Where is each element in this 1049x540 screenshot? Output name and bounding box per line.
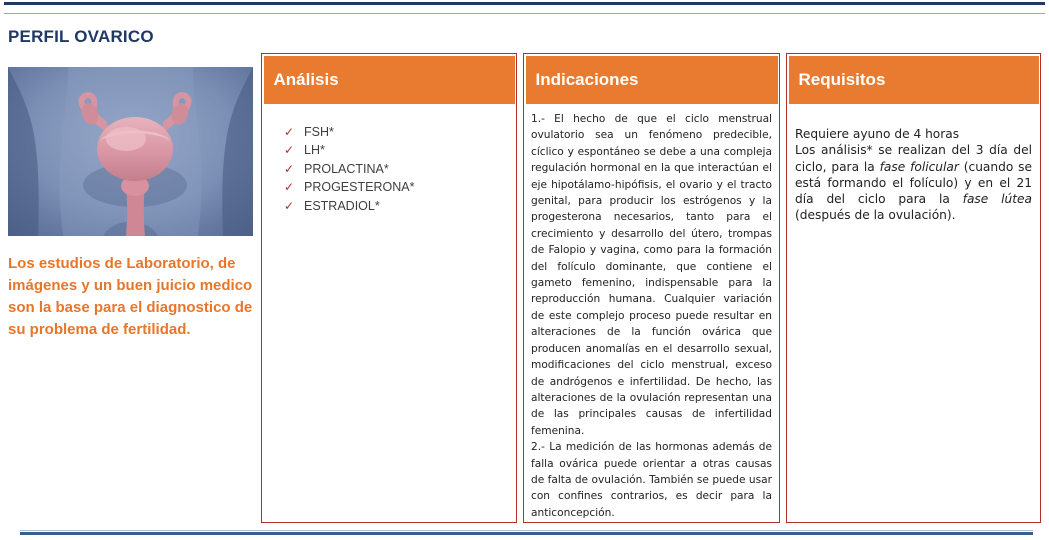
analysis-item: [284, 181, 508, 194]
analysis-item-label: PROGESTERONA*: [304, 180, 415, 194]
female-reproductive-system-illustration: [8, 67, 253, 236]
check-icon: ✓: [284, 180, 295, 194]
analysis-list: [262, 126, 516, 213]
bottom-rule-dark: [20, 532, 1033, 535]
analysis-item-label: FSH*: [304, 124, 334, 139]
analysis-item-label: PROLACTINA*: [304, 161, 389, 176]
analysis-item: [284, 144, 508, 157]
indicaciones-header: [526, 56, 778, 104]
indicaciones-paragraph: 1.- El hecho de que el ciclo menstrual ovulatorio sea un fenómeno predecible, cíclico y espontáneo se debe a una compleja regulación hormonal en la que interactúan el eje hipotálamo-hipófisis, el ovario y el tracto genital, para producir los estrógenos y la progesterona necesarios, tanto para el crecimiento y desarrollo del útero, trompas de Falopio y vagina, como para la formación del folículo dominante, que contiene el gameto femenino, indispensable para la reproducción humana. Cualquier variación de este complejo proceso puede resultar en alteraciones de la función ovárica que producen anomalías en el desarrollo sexual, modificaciones del ciclo menstrual, exceso de andrógenos e infertilidad. De hecho, las alteraciones de la ovulación representan una de las principales causas de infertilidad femenina.: [531, 113, 772, 437]
bottom-rule-light: [20, 530, 1033, 531]
analysis-item: [284, 200, 508, 213]
requisitos-italic-phrase: fase lútea: [962, 192, 1032, 207]
analysis-item-label: ESTRADIOL*: [304, 198, 380, 213]
requisitos-fasting-line: Requiere ayuno de 4 horas: [795, 127, 960, 141]
check-icon: ✓: [284, 124, 295, 139]
check-icon: ✓: [284, 198, 295, 213]
top-rule-thick: [4, 2, 1045, 5]
indicaciones-card: [523, 53, 780, 523]
analisis-card: [261, 53, 517, 523]
anatomy-image: [8, 67, 253, 236]
analisis-header-label: Análisis: [273, 69, 339, 89]
analisis-header: [264, 56, 515, 104]
indicaciones-header-label: Indicaciones: [535, 69, 639, 89]
requisitos-text: Los análisis* se realizan del 3 día del ciclo, para la: [795, 143, 1032, 174]
requisitos-text: (después de la ovulación).: [795, 208, 956, 223]
requisitos-italic-phrase: fase folicular: [879, 159, 959, 174]
requisitos-text: (cuando se está formando el folículo) y en el 21 día del ciclo para la: [795, 159, 1033, 207]
requisitos-header: [789, 56, 1039, 104]
page-title: PERFIL OVARICO: [8, 27, 154, 46]
requisitos-body: [787, 105, 1040, 224]
check-icon: ✓: [284, 143, 295, 157]
fertility-note: Los estudios de Laboratorio, de imágenes y un buen juicio medico son la base para el diagnostico de su problema de fertilidad.: [8, 255, 253, 338]
requisitos-card: [786, 53, 1041, 523]
requisitos-paragraph: [795, 142, 1032, 223]
analysis-item-label: LH*: [304, 143, 325, 157]
top-rule-thin: [4, 13, 1045, 14]
indicaciones-paragraph: 2.- La medición de las hormonas además de falla ovárica puede orientar a otras causas de falta de ovulación. También se puede usar con confines contrarios, es decir para la anticoncepción.: [531, 441, 772, 519]
requisitos-header-label: Requisitos: [798, 69, 886, 89]
analysis-item: [284, 163, 508, 176]
indicaciones-body: [524, 105, 779, 521]
check-icon: ✓: [284, 161, 295, 176]
analysis-item: [284, 126, 508, 139]
